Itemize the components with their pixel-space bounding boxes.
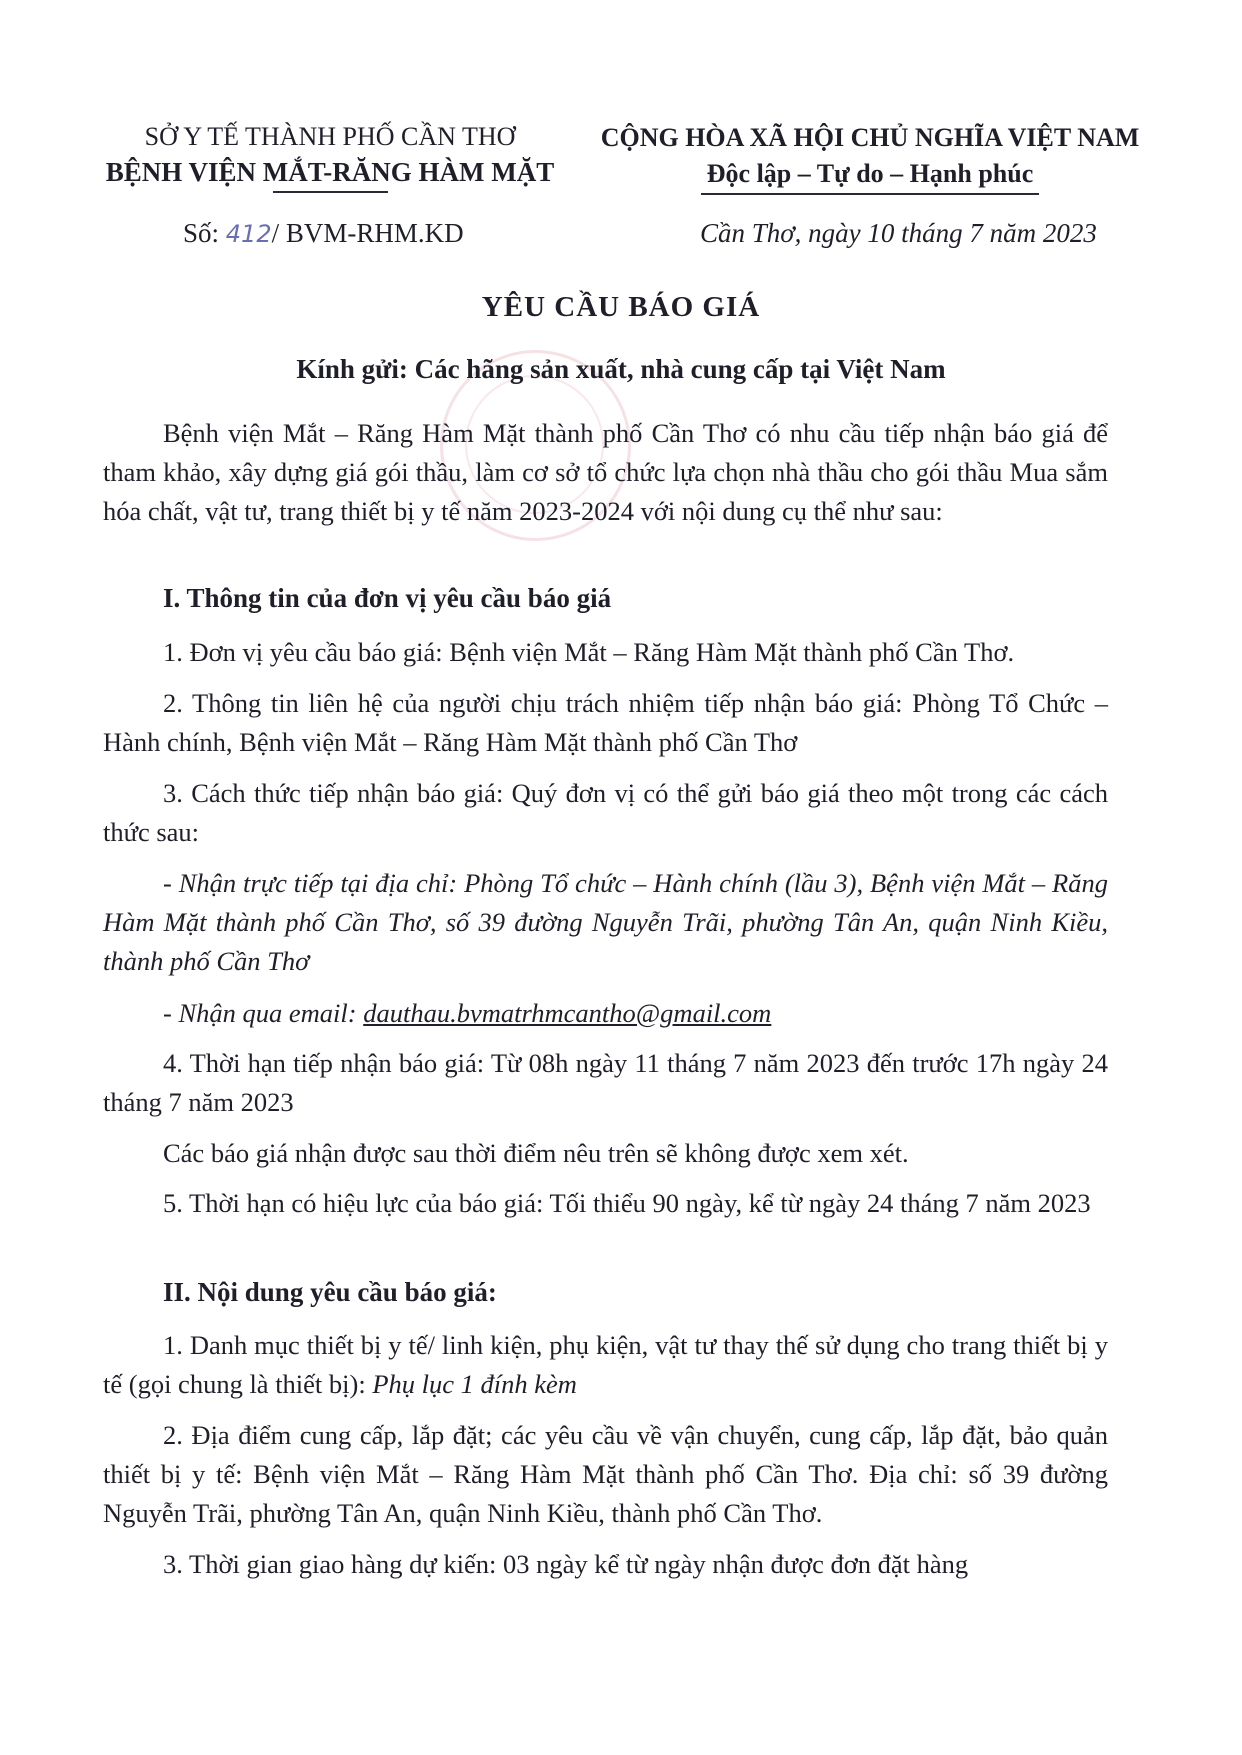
hospital-name: BỆNH VIỆN MẮT-RĂNG HÀM MẶT: [105, 157, 555, 187]
issuing-authority-block: [80, 120, 580, 193]
section-1-item-3: 3. Cách thức tiếp nhận báo giá: Quý đơn vị có thể gửi báo giá theo một trong các cách thức sau:: [103, 778, 1108, 847]
document-number: [183, 218, 464, 249]
doc-number-prefix: Số:: [183, 218, 220, 248]
section-1-heading: I. Thông tin của đơn vị yêu cầu báo giá: [163, 583, 612, 613]
document-title: YÊU CẦU BÁO GIÁ: [481, 291, 761, 323]
authority-underline: [273, 191, 388, 193]
email-line: [103, 994, 1108, 1033]
section-2-heading: II. Nội dung yêu cầu báo giá:: [163, 1277, 497, 1307]
doc-number-suffix: / BVM-RHM.KD: [271, 218, 464, 248]
national-motto: Độc lập – Tự do – Hạnh phúc: [706, 159, 1034, 188]
appendix-reference: Phụ lục 1 đính kèm: [372, 1369, 577, 1399]
section-2-item-2: 2. Địa điểm cung cấp, lắp đặt; các yêu cầu về vận chuyển, cung cấp, lắp đặt, bảo quản thiết bị y tế: Bệnh viện Mắt – Răng Hàm Mặt thành phố Cần Thơ. Địa chỉ: số 39 đường Nguyễn Trãi, phường Tân An, quận Ninh Kiều, thành phố Cần Thơ.: [103, 1420, 1108, 1528]
parent-agency: SỞ Y TẾ THÀNH PHỐ CẦN THƠ: [144, 122, 516, 151]
issue-date: Cần Thơ, ngày 10 tháng 7 năm 2023: [700, 218, 1097, 248]
section-2-item-1-text: 1. Danh mục thiết bị y tế/ linh kiện, phụ kiện, vật tư thay thế sử dụng cho trang thiết bị y tế (gọi chung là thiết bị):: [103, 1330, 1108, 1399]
section-1-item-5: 5. Thời hạn có hiệu lực của báo giá: Tối thiểu 90 ngày, kể từ ngày 24 tháng 7 năm 2023: [163, 1188, 1091, 1218]
doc-number-handwritten: 412: [225, 220, 272, 248]
late-quote-note: Các báo giá nhận được sau thời điểm nêu trên sẽ không được xem xét.: [163, 1138, 909, 1168]
section-1-item-4: 4. Thời hạn tiếp nhận báo giá: Từ 08h ngày 11 tháng 7 năm 2023 đến trước 17h ngày 24 tháng 7 năm 2023: [103, 1048, 1108, 1117]
country-name: CỘNG HÒA XÃ HỘI CHỦ NGHĨA VIỆT NAM: [600, 123, 1140, 152]
section-1-item-1: 1. Đơn vị yêu cầu báo giá: Bệnh viện Mắt – Răng Hàm Mặt thành phố Cần Thơ.: [163, 637, 1015, 667]
email-label: - Nhận qua email:: [163, 998, 364, 1028]
section-1-item-2: 2. Thông tin liên hệ của người chịu trách nhiệm tiếp nhận báo giá: Phòng Tổ Chức – Hành chính, Bệnh viện Mắt – Răng Hàm Mặt thành phố Cần Thơ: [103, 688, 1108, 757]
national-motto-block: [590, 120, 1150, 195]
motto-underline: [701, 193, 1039, 195]
section-2-item-3: 3. Thời gian giao hàng dự kiến: 03 ngày kể từ ngày nhận được đơn đặt hàng: [163, 1549, 969, 1579]
section-2-item-1: [103, 1326, 1108, 1404]
email-link[interactable]: dauthau.bvmatrhmcantho@gmail.com: [363, 998, 772, 1028]
recipient-line: Kính gửi: Các hãng sản xuất, nhà cung cấp tại Việt Nam: [296, 354, 946, 384]
direct-delivery-address: - Nhận trực tiếp tại địa chỉ: Phòng Tổ chức – Hành chính (lầu 3), Bệnh viện Mắt – Răng Hàm Mặt thành phố Cần Thơ, số 39 đường Nguyễn Trãi, phường Tân An, quận Ninh Kiều, thành phố Cần Thơ: [103, 868, 1108, 976]
intro-paragraph: Bệnh viện Mắt – Răng Hàm Mặt thành phố Cần Thơ có nhu cầu tiếp nhận báo giá để tham khảo, xây dựng giá gói thầu, làm cơ sở tổ chức lựa chọn nhà thầu cho gói thầu Mua sắm hóa chất, vật tư, trang thiết bị y tế năm 2023-2024 với nội dung cụ thể như sau:: [103, 418, 1108, 526]
